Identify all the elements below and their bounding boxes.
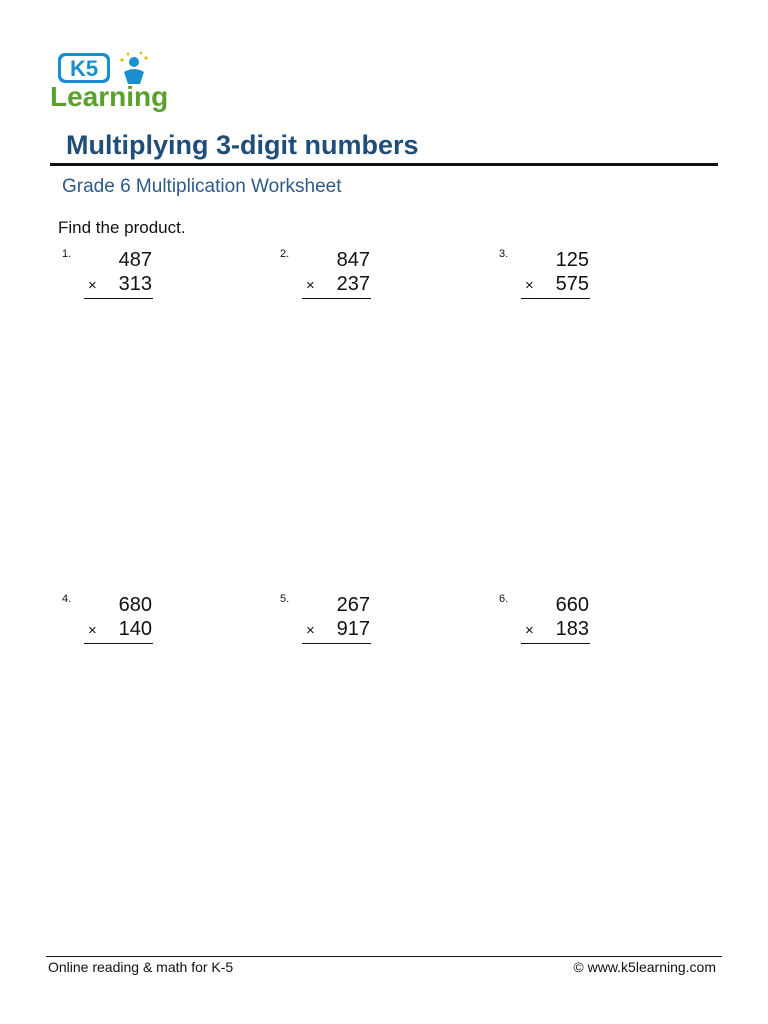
multiply-sign: × <box>525 277 534 294</box>
top-operand: 125 <box>555 249 589 271</box>
problem-label: 5. <box>280 593 290 605</box>
top-operand: 660 <box>555 594 589 616</box>
answer-line <box>521 643 590 644</box>
problem-6 <box>499 593 589 653</box>
problem-label: 6. <box>499 593 509 605</box>
instructions-text: Find the product. <box>58 218 186 237</box>
logo-badge-text: K5 <box>69 56 99 81</box>
multiply-sign: × <box>525 622 534 639</box>
logo-figure-icon <box>120 52 147 84</box>
k5-badge <box>58 53 110 83</box>
bottom-operand: 183 <box>555 618 589 640</box>
footer-website[interactable]: © www.k5learning.com <box>573 959 716 975</box>
page-subtitle: Grade 6 Multiplication Worksheet <box>62 176 342 197</box>
problem-3 <box>499 248 589 308</box>
logo-word-text: Learning <box>50 81 169 112</box>
problem-label: 2. <box>280 248 290 260</box>
problem-4 <box>62 593 152 653</box>
answer-line <box>302 298 371 299</box>
footer-tagline: Online reading & math for K-5 <box>48 959 234 975</box>
multiply-sign: × <box>306 277 315 294</box>
multiply-sign: × <box>306 622 315 639</box>
page-title: Multiplying 3-digit numbers <box>66 130 419 160</box>
multiply-sign: × <box>88 277 97 294</box>
answer-line <box>84 298 153 299</box>
problem-label: 1. <box>62 248 72 260</box>
problem-label: 4. <box>62 593 72 605</box>
multiply-sign: × <box>88 622 97 639</box>
problem-2 <box>280 248 370 308</box>
footer-divider <box>46 956 722 957</box>
answer-line <box>84 643 153 644</box>
problem-5 <box>280 593 370 653</box>
top-operand: 847 <box>336 249 370 271</box>
bottom-operand: 575 <box>555 273 589 295</box>
title-divider <box>50 163 718 166</box>
problem-1 <box>62 248 152 308</box>
problem-label: 3. <box>499 248 509 260</box>
top-operand: 487 <box>118 249 152 271</box>
k5-learning-logo <box>48 50 188 114</box>
bottom-operand: 313 <box>118 273 152 295</box>
answer-line <box>521 298 590 299</box>
bottom-operand: 237 <box>336 273 370 295</box>
answer-line <box>302 643 371 644</box>
bottom-operand: 140 <box>118 618 152 640</box>
top-operand: 267 <box>336 594 370 616</box>
top-operand: 680 <box>118 594 152 616</box>
bottom-operand: 917 <box>336 618 370 640</box>
